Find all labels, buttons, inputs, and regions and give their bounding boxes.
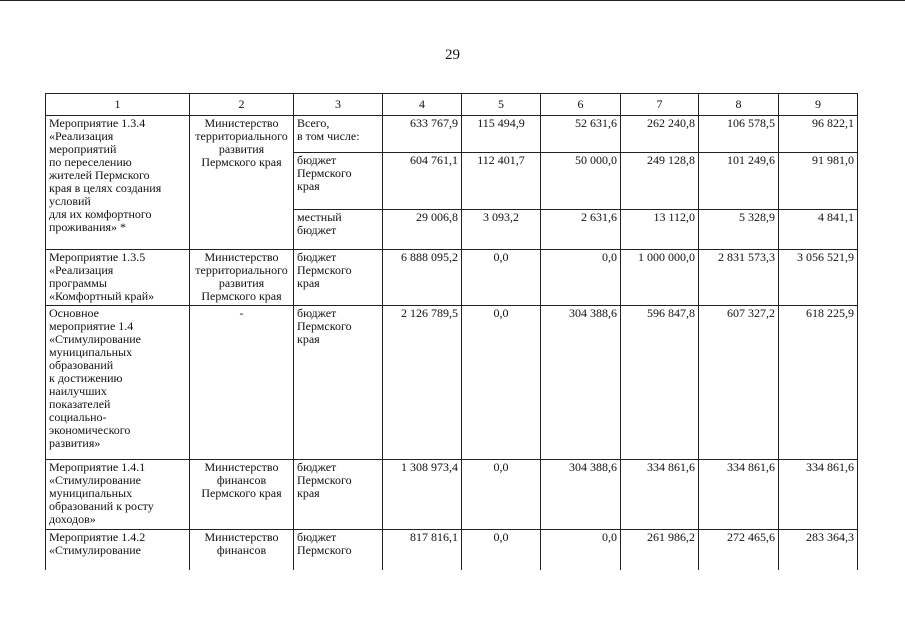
executor-cell: Министерство территориального развития Пермского края (190, 250, 294, 306)
amount-cell: 115 494,9 (462, 116, 541, 153)
column-header: 6 (541, 94, 621, 116)
column-header: 7 (621, 94, 699, 116)
amount-cell: 334 861,6 (779, 460, 858, 530)
amount-cell: 633 767,9 (383, 116, 462, 153)
column-header: 9 (779, 94, 858, 116)
amount-cell: 304 388,6 (541, 306, 621, 460)
amount-cell: 96 822,1 (779, 116, 858, 153)
event-cell: Мероприятие 1.3.5 «Реализация программы «Комфортный край» (46, 250, 190, 306)
amount-cell: 4 841,1 (779, 210, 858, 250)
funding-source-cell: бюджет Пермского края (294, 460, 383, 530)
executor-cell: Министерство финансов (190, 530, 294, 570)
event-cell: Мероприятие 1.4.1 «Стимулирование муниципальных образований к росту доходов» (46, 460, 190, 530)
amount-cell: 13 112,0 (621, 210, 699, 250)
table-row (46, 250, 858, 306)
amount-cell: 272 465,6 (699, 530, 779, 570)
table-row (46, 530, 858, 570)
amount-cell: 106 578,5 (699, 116, 779, 153)
executor-cell: Министерство финансов Пермского края (190, 460, 294, 530)
amount-cell: 0,0 (462, 250, 541, 306)
event-cell: Мероприятие 1.4.2 «Стимулирование (46, 530, 190, 570)
amount-cell: 52 631,6 (541, 116, 621, 153)
funding-source-cell: бюджет Пермского края (294, 250, 383, 306)
amount-cell: 2 631,6 (541, 210, 621, 250)
executor-cell: Министерство территориального развития Пермского края (190, 116, 294, 250)
amount-cell: 249 128,8 (621, 153, 699, 210)
table-header-row (46, 94, 858, 116)
amount-cell: 283 364,3 (779, 530, 858, 570)
amount-cell: 596 847,8 (621, 306, 699, 460)
amount-cell: 0,0 (462, 306, 541, 460)
amount-cell: 5 328,9 (699, 210, 779, 250)
amount-cell: 1 308 973,4 (383, 460, 462, 530)
amount-cell: 262 240,8 (621, 116, 699, 153)
event-cell: Мероприятие 1.3.4 «Реализация мероприятий по переселению жителей Пермского края в целях создания условий для их комфортного проживания» * (46, 116, 190, 250)
amount-cell: 261 986,2 (621, 530, 699, 570)
column-header: 5 (462, 94, 541, 116)
amount-cell: 304 388,6 (541, 460, 621, 530)
amount-cell: 2 831 573,3 (699, 250, 779, 306)
amount-cell: 0,0 (541, 250, 621, 306)
amount-cell: 112 401,7 (462, 153, 541, 210)
budget-table (45, 93, 858, 570)
column-header: 2 (190, 94, 294, 116)
amount-cell: 0,0 (462, 460, 541, 530)
amount-cell: 101 249,6 (699, 153, 779, 210)
amount-cell: 334 861,6 (621, 460, 699, 530)
funding-source-cell: бюджет Пермского края (294, 153, 383, 210)
amount-cell: 50 000,0 (541, 153, 621, 210)
amount-cell: 3 056 521,9 (779, 250, 858, 306)
amount-cell: 1 000 000,0 (621, 250, 699, 306)
table-row (46, 116, 858, 153)
amount-cell: 604 761,1 (383, 153, 462, 210)
column-header: 8 (699, 94, 779, 116)
column-header: 4 (383, 94, 462, 116)
table-row (46, 460, 858, 530)
column-header: 3 (294, 94, 383, 116)
amount-cell: 29 006,8 (383, 210, 462, 250)
funding-source-cell: местный бюджет (294, 210, 383, 250)
column-header: 1 (46, 94, 190, 116)
funding-source-cell: бюджет Пермского (294, 530, 383, 570)
executor-cell: - (190, 306, 294, 460)
amount-cell: 0,0 (462, 530, 541, 570)
amount-cell: 607 327,2 (699, 306, 779, 460)
amount-cell: 91 981,0 (779, 153, 858, 210)
event-cell: Основное мероприятие 1.4 «Стимулирование муниципальных образований к достижению наилучших показателей социально- экономического развития» (46, 306, 190, 460)
amount-cell: 334 861,6 (699, 460, 779, 530)
amount-cell: 817 816,1 (383, 530, 462, 570)
page-top-edge (0, 0, 905, 1)
page-number: 29 (445, 47, 460, 63)
amount-cell: 3 093,2 (462, 210, 541, 250)
funding-source-cell: бюджет Пермского края (294, 306, 383, 460)
funding-source-cell: Всего, в том числе: (294, 116, 383, 153)
amount-cell: 2 126 789,5 (383, 306, 462, 460)
amount-cell: 0,0 (541, 530, 621, 570)
amount-cell: 6 888 095,2 (383, 250, 462, 306)
table-row (46, 306, 858, 460)
amount-cell: 618 225,9 (779, 306, 858, 460)
